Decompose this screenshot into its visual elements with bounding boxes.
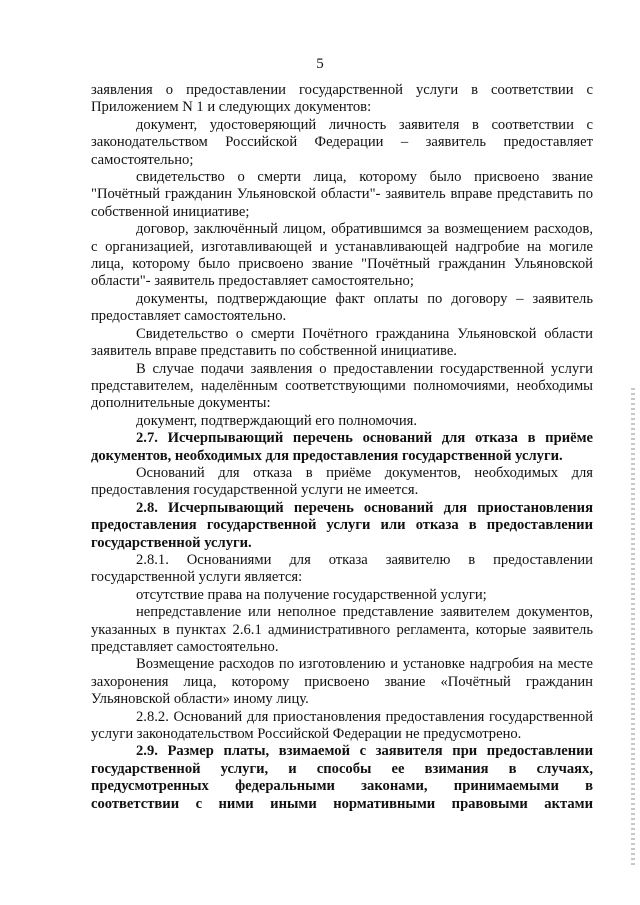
paragraph-contract: договор, заключённый лицом, обратившимся за возмещением расходов, с организацией, изготавливающей и устанавливающей надгробие на могиле лица, которому было присвоено звание "Почётный гражданин Ульяновской области"- заявитель предоставляет самостоятельно; bbox=[91, 221, 593, 290]
section-heading-2-9: 2.9. Размер платы, взимаемой с заявителя при предоставлении государственной услуги, и способы ее взимания в случаях, предусмотренных федеральными законами, принимаемыми в соответствии с ними иными нормативными правовыми актами bbox=[91, 743, 593, 812]
paragraph-application-intro: заявления о предоставлении государственной услуги в соответствии с Приложением N 1 и следующих документов: bbox=[91, 82, 593, 116]
paragraph-no-refusal-grounds: Оснований для отказа в приёме документов, необходимых для предоставления государственной услуги не имеется. bbox=[91, 464, 593, 499]
paragraph-representative: В случае подачи заявления о предоставлении государственной услуги представителем, наделённым соответствующими полномочиями, необходимы дополнительные документы: bbox=[91, 360, 593, 412]
paragraph-payment-documents: документы, подтверждающие факт оплаты по договору – заявитель предоставляет самостоятельно. bbox=[91, 290, 593, 325]
paragraph-no-right: отсутствие права на получение государственной услуги; bbox=[136, 586, 487, 603]
paragraph-2-8-2: 2.8.2. Оснований для приостановления предоставления государственной услуги законодательством Российской Федерации не предусмотрено. bbox=[91, 708, 593, 743]
paragraph-authority-document: документ, подтверждающий его полномочия. bbox=[136, 412, 418, 429]
paragraph-identity-document: документ, удостоверяющий личность заявителя в соответствии с законодательством Российской Федерации – заявитель предоставляет самостоятельно; bbox=[91, 116, 593, 168]
section-heading-2-7: 2.7. Исчерпывающий перечень оснований для отказа в приёме документов, необходимых для предоставления государственной услуги. bbox=[91, 430, 593, 464]
scan-edge-artifact bbox=[631, 388, 635, 868]
section-heading-2-8: 2.8. Исчерпывающий перечень оснований для приостановления предоставления государственной услуги или отказа в предоставлении государственной услуги. bbox=[91, 499, 593, 551]
document-body bbox=[91, 82, 593, 813]
paragraph-certificate-note: Свидетельство о смерти Почётного гражданина Ульяновской области заявитель вправе представить по собственной инициативе. bbox=[91, 325, 593, 360]
paragraph-incomplete-documents: непредставление или неполное представление заявителем документов, указанных в пунктах 2.6.1 административного регламента, которые заявитель представляет самостоятельно. bbox=[91, 604, 593, 655]
paragraph-2-8-1: 2.8.1. Основаниями для отказа заявителю в предоставлении государственной услуги является: bbox=[91, 551, 593, 586]
page-number: 5 bbox=[316, 56, 324, 72]
paragraph-compensation-other: Возмещение расходов по изготовлению и установке надгробия на месте захоронения лица, которому присвоено звание «Почётный гражданин Ульяновской области» иному лицу. bbox=[91, 656, 593, 708]
paragraph-death-certificate: свидетельство о смерти лица, которому было присвоено звание "Почётный гражданин Ульяновской области"- заявитель вправе представить по собственной инициативе; bbox=[91, 169, 593, 220]
